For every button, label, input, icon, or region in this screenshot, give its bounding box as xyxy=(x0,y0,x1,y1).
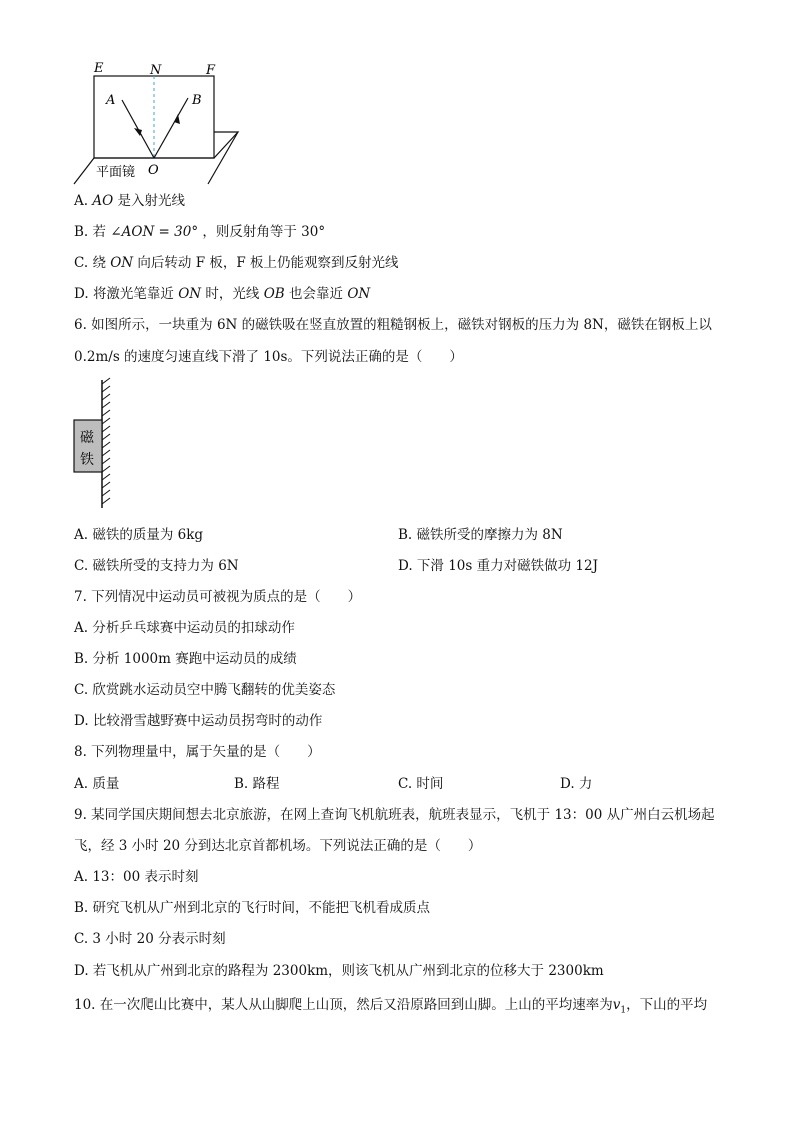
plate-hatching xyxy=(102,378,110,504)
q9-option-a: A. 13：00 表示时刻 xyxy=(74,869,199,885)
reflected-arrow xyxy=(174,114,180,124)
q5-option-c: C. 绕 ON 向后转动 F 板，F 板上仍能观察到反射光线 xyxy=(74,255,399,271)
q6-option-a: A. 磁铁的质量为 6kg xyxy=(74,527,204,543)
label-f: F xyxy=(206,63,216,78)
q6-stem-line1: 6. 如图所示，一块重为 6N 的磁铁吸在竖直放置的粗糙钢板上，磁铁对钢板的压力为 8N，磁铁在钢板上以 xyxy=(74,317,712,333)
magnet-char-1: 磁 xyxy=(80,430,94,446)
q5-option-b: B. 若 ∠AON = 30° ，则反射角等于 30° xyxy=(74,224,326,240)
q6-option-c: C. 磁铁所受的支持力为 6N xyxy=(74,558,239,574)
q9-option-b: B. 研究飞机从广州到北京的飞行时间，不能把飞机看成质点 xyxy=(74,900,431,916)
q9-option-d: D. 若飞机从广州到北京的路程为 2300km，则该飞机从广州到北京的位移大于 2300km xyxy=(74,963,604,979)
q8-option-b: B. 路程 xyxy=(234,776,280,792)
q5-option-a: A. AO 是入射光线 xyxy=(74,193,185,209)
label-a: A xyxy=(106,93,116,108)
q9-stem-line2: 飞，经 3 小时 20 分到达北京首都机场。下列说法正确的是（ ） xyxy=(74,838,482,854)
q8-option-a: A. 质量 xyxy=(74,776,120,792)
q6-stem-line2: 0.2m/s 的速度匀速直线下滑了 10s。下列说法正确的是（ ） xyxy=(74,349,463,365)
q8-option-d: D. 力 xyxy=(560,776,593,792)
q7-option-d: D. 比较滑雪越野赛中运动员拐弯时的动作 xyxy=(74,713,323,729)
q7-option-c: C. 欣赏跳水运动员空中腾飞翻转的优美姿态 xyxy=(74,682,336,698)
q8-stem: 8. 下列物理量中，属于矢量的是（ ） xyxy=(74,744,321,760)
magnet-char-2: 铁 xyxy=(80,452,94,468)
q6-option-d: D. 下滑 10s 重力对磁铁做功 12J xyxy=(398,558,598,574)
q8-option-c: C. 时间 xyxy=(398,776,444,792)
q5-option-d: D. 将激光笔靠近 ON 时，光线 OB 也会靠近 ON xyxy=(74,286,371,302)
q9-option-c: C. 3 小时 20 分表示时刻 xyxy=(74,931,226,947)
label-n: N xyxy=(150,63,162,78)
q6-option-b: B. 磁铁所受的摩擦力为 8N xyxy=(398,527,563,543)
q7-option-b: B. 分析 1000m 赛跑中运动员的成绩 xyxy=(74,651,297,667)
q5-mirror-figure xyxy=(60,58,320,188)
label-o: O xyxy=(148,163,159,178)
q7-option-a: A. 分析乒乓球赛中运动员的扣球动作 xyxy=(74,620,295,636)
q10-stem-line1: 10. 在一次爬山比赛中，某人从山脚爬上山顶，然后又沿原路回到山脚。上山的平均速率为$v_1$，下山的平均 xyxy=(74,997,708,1016)
label-b: B xyxy=(192,93,202,108)
mirror-label: 平面镜 xyxy=(96,165,136,180)
q6-magnet-figure xyxy=(70,376,130,516)
q9-stem-line1: 9. 某同学国庆期间想去北京旅游，在网上查询飞机航班表，航班表显示，飞机于 13：00 从广州白云机场起 xyxy=(74,807,715,823)
label-e: E xyxy=(94,61,104,76)
q7-stem: 7. 下列情况中运动员可被视为质点的是（ ） xyxy=(74,589,362,605)
reflected-ray xyxy=(154,98,188,158)
